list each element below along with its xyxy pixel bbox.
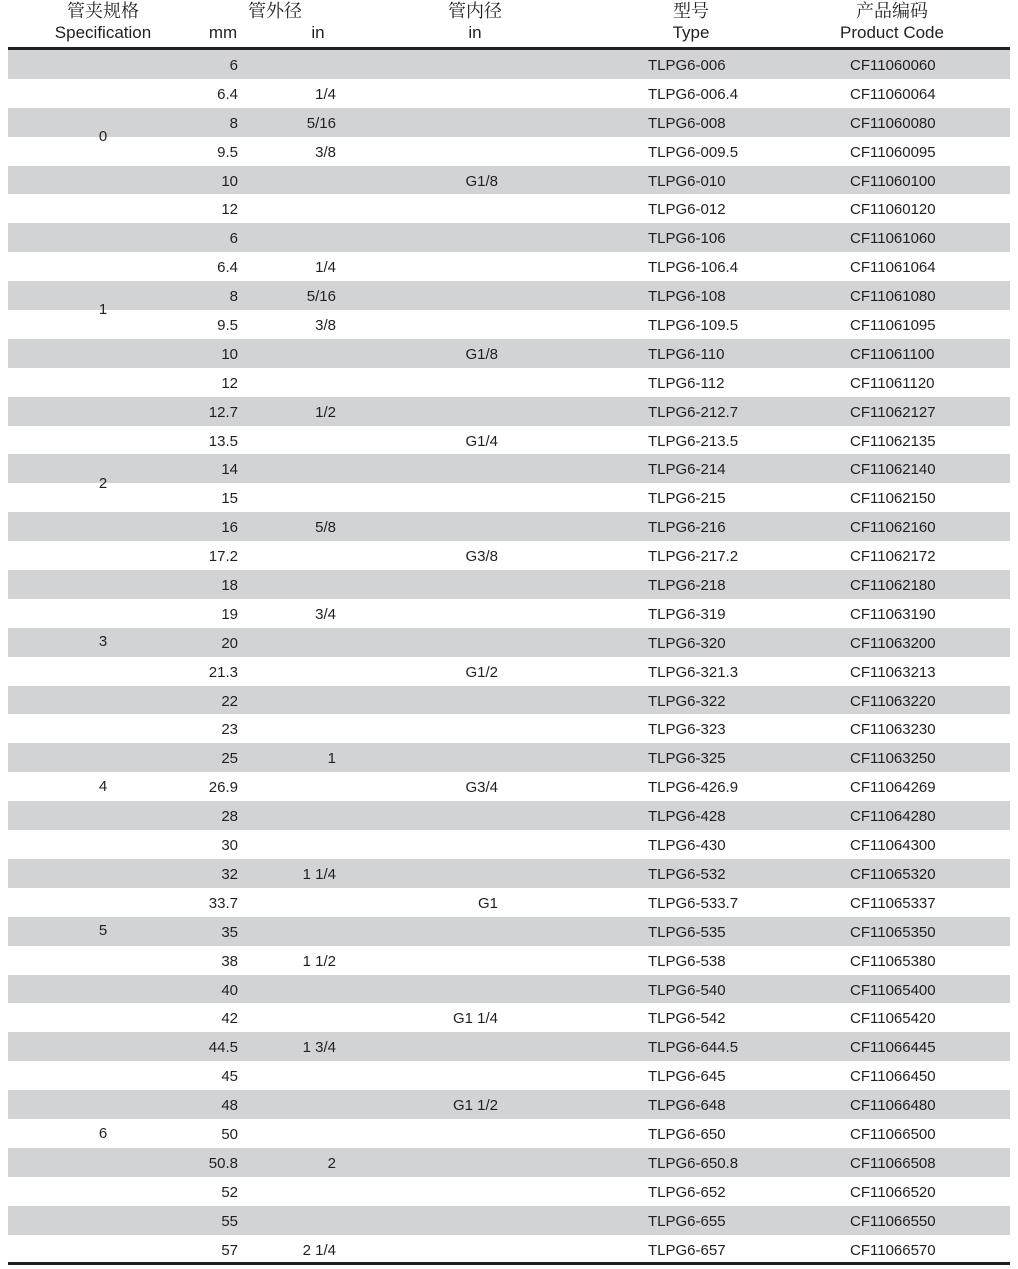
- cell-type: TLPG6-319: [648, 605, 726, 623]
- cell-product-code: CF11060080: [850, 114, 936, 132]
- cell-outer-mm: 40: [221, 981, 238, 999]
- table-row: [8, 599, 1010, 628]
- table-row: [8, 1235, 1010, 1264]
- cell-outer-in: 1/2: [315, 403, 336, 421]
- cell-product-code: CF11060095: [850, 143, 936, 161]
- cell-product-code: CF11065380: [850, 952, 936, 970]
- table-row: [8, 339, 1010, 368]
- cell-inner-in: G1/4: [465, 432, 498, 450]
- cell-outer-mm: 50.8: [208, 1154, 238, 1172]
- cell-product-code: CF11063220: [850, 692, 936, 710]
- cell-product-code: CF11062160: [850, 519, 936, 537]
- table-row: [8, 1090, 1010, 1119]
- cell-outer-mm: 57: [221, 1241, 238, 1259]
- cell-outer-in: 2: [327, 1154, 336, 1172]
- cell-outer-mm: 44.5: [208, 1039, 238, 1057]
- table-row: [8, 657, 1010, 686]
- cell-outer-in: 1 3/4: [302, 1039, 336, 1057]
- cell-product-code: CF11066450: [850, 1068, 936, 1086]
- table-row: [8, 1177, 1010, 1206]
- cell-product-code: CF11061064: [850, 259, 936, 277]
- header-outer-diameter: [230, 0, 320, 22]
- table-row: [8, 1119, 1010, 1148]
- cell-outer-mm: 20: [221, 634, 238, 652]
- cell-outer-mm: 17.2: [208, 548, 238, 566]
- cell-type: TLPG6-218: [648, 577, 726, 595]
- cell-type: TLPG6-322: [648, 692, 726, 710]
- cell-inner-in: G1/2: [465, 663, 498, 681]
- cell-product-code: CF11065350: [850, 923, 936, 941]
- table-row: [8, 714, 1010, 743]
- table-row: [8, 512, 1010, 541]
- cell-inner-in: G1 1/2: [452, 1097, 498, 1115]
- table-row: [8, 975, 1010, 1004]
- cell-product-code: CF11060060: [850, 57, 936, 74]
- table-row: [8, 166, 1010, 195]
- cell-type: TLPG6-108: [648, 288, 726, 306]
- cell-product-code: CF11060064: [850, 85, 936, 103]
- cell-type: TLPG6-006: [648, 57, 726, 74]
- header-product-code: [822, 0, 962, 43]
- cell-inner-in: G3/4: [465, 779, 498, 797]
- table-row: [8, 281, 1010, 310]
- table-row: [8, 628, 1010, 657]
- cell-outer-mm: 12: [221, 374, 238, 392]
- cell-outer-in: 1 1/2: [302, 952, 336, 970]
- table-row: [8, 50, 1010, 79]
- cell-type: TLPG6-652: [648, 1183, 726, 1201]
- header-spec: [40, 0, 166, 43]
- table-row: [8, 946, 1010, 975]
- table-row: [8, 1148, 1010, 1177]
- table-row: [8, 454, 1010, 483]
- spec-group-label: 0: [98, 127, 108, 145]
- table-row: [8, 830, 1010, 859]
- cell-product-code: CF11063213: [850, 663, 936, 681]
- cell-outer-mm: 8: [229, 114, 238, 132]
- cell-outer-mm: 33.7: [208, 894, 238, 912]
- cell-outer-mm: 38: [221, 952, 238, 970]
- cell-outer-mm: 6: [229, 230, 238, 248]
- cell-outer-in: 1: [327, 750, 336, 768]
- cell-outer-mm: 12: [221, 201, 238, 219]
- cell-type: TLPG6-648: [648, 1097, 726, 1115]
- header-spec-en: Specification: [54, 23, 152, 42]
- cell-outer-mm: 13.5: [208, 432, 238, 450]
- cell-type: TLPG6-645: [648, 1068, 726, 1086]
- cell-type: TLPG6-217.2: [648, 548, 739, 566]
- header-od-mm: mm: [208, 23, 238, 42]
- cell-product-code: CF11064300: [850, 837, 936, 855]
- cell-product-code: CF11065400: [850, 981, 936, 999]
- cell-inner-in: G1/8: [465, 345, 498, 363]
- cell-product-code: CF11062180: [850, 577, 936, 595]
- header-spec-zh: 管夹规格: [67, 1, 139, 21]
- cell-outer-mm: 9.5: [217, 317, 238, 335]
- cell-outer-mm: 55: [221, 1212, 238, 1230]
- header-type-en: Type: [672, 23, 710, 42]
- spec-group-label: 4: [98, 777, 108, 795]
- table-row: [8, 223, 1010, 252]
- cell-outer-mm: 19: [221, 605, 238, 623]
- cell-product-code: CF11066500: [850, 1125, 936, 1143]
- cell-type: TLPG6-214: [648, 461, 726, 479]
- cell-inner-in: G1 1/4: [452, 1010, 498, 1028]
- cell-product-code: CF11061120: [850, 374, 935, 392]
- cell-outer-mm: 42: [221, 1010, 238, 1028]
- header-type: [646, 0, 736, 43]
- table-row: [8, 801, 1010, 830]
- cell-product-code: CF11062127: [850, 403, 936, 421]
- header-code-zh: 产品编码: [856, 1, 928, 21]
- cell-outer-mm: 16: [221, 519, 238, 537]
- table-row: [8, 310, 1010, 339]
- cell-outer-in: 5/8: [315, 519, 336, 537]
- cell-type: TLPG6-009.5: [648, 143, 739, 161]
- table-row: [8, 917, 1010, 946]
- cell-product-code: CF11066445: [850, 1039, 936, 1057]
- cell-outer-mm: 35: [221, 923, 238, 941]
- cell-inner-in: G1/8: [465, 172, 498, 190]
- table-header: [0, 0, 1018, 48]
- cell-outer-mm: 30: [221, 837, 238, 855]
- cell-product-code: CF11063230: [850, 721, 936, 739]
- cell-outer-mm: 25: [221, 750, 238, 768]
- cell-type: TLPG6-320: [648, 634, 726, 652]
- table-row: [8, 772, 1010, 801]
- table-row: [8, 108, 1010, 137]
- cell-outer-in: 5/16: [306, 288, 336, 306]
- cell-type: TLPG6-006.4: [648, 85, 739, 103]
- cell-outer-mm: 50: [221, 1125, 238, 1143]
- cell-product-code: CF11062140: [850, 461, 936, 479]
- cell-product-code: CF11066570: [850, 1241, 936, 1259]
- cell-type: TLPG6-321.3: [648, 663, 739, 681]
- cell-product-code: CF11066480: [850, 1097, 936, 1115]
- cell-type: TLPG6-008: [648, 114, 726, 132]
- table-row: [8, 686, 1010, 715]
- cell-product-code: CF11061060: [850, 230, 936, 248]
- cell-outer-in: 5/16: [306, 114, 336, 132]
- table-row: [8, 1061, 1010, 1090]
- cell-product-code: CF11061095: [850, 317, 936, 335]
- cell-type: TLPG6-216: [648, 519, 726, 537]
- cell-outer-mm: 15: [221, 490, 238, 508]
- cell-outer-in: 1/4: [315, 259, 336, 277]
- cell-outer-mm: 45: [221, 1068, 238, 1086]
- cell-type: TLPG6-213.5: [648, 432, 739, 450]
- table-row: [8, 137, 1010, 166]
- cell-outer-mm: 10: [221, 345, 238, 363]
- cell-outer-mm: 6.4: [217, 259, 238, 277]
- table-row: [8, 252, 1010, 281]
- cell-type: TLPG6-657: [648, 1241, 726, 1259]
- cell-type: TLPG6-430: [648, 837, 726, 855]
- cell-type: TLPG6-542: [648, 1010, 726, 1028]
- cell-product-code: CF11062172: [850, 548, 936, 566]
- cell-outer-mm: 23: [221, 721, 238, 739]
- cell-outer-in: 1/4: [315, 85, 336, 103]
- cell-type: TLPG6-106: [648, 230, 726, 248]
- cell-outer-mm: 28: [221, 808, 238, 826]
- cell-outer-mm: 48: [221, 1097, 238, 1115]
- cell-product-code: CF11064280: [850, 808, 936, 826]
- cell-outer-mm: 8: [229, 288, 238, 306]
- cell-outer-mm: 6: [229, 57, 238, 74]
- header-id-in: in: [468, 23, 482, 42]
- table-row: [8, 397, 1010, 426]
- table-row: [8, 1206, 1010, 1235]
- cell-type: TLPG6-323: [648, 721, 726, 739]
- cell-product-code: CF11062135: [850, 432, 936, 450]
- table-bottom-rule: [8, 1262, 1010, 1265]
- cell-outer-in: 2 1/4: [302, 1241, 336, 1259]
- table-row: [8, 859, 1010, 888]
- spec-group-label: 3: [98, 633, 108, 651]
- cell-product-code: CF11066520: [850, 1183, 936, 1201]
- cell-type: TLPG6-644.5: [648, 1039, 739, 1057]
- cell-outer-mm: 6.4: [217, 85, 238, 103]
- cell-type: TLPG6-112: [648, 374, 725, 392]
- cell-type: TLPG6-106.4: [648, 259, 739, 277]
- cell-outer-in: 3/8: [315, 317, 336, 335]
- cell-type: TLPG6-655: [648, 1212, 726, 1230]
- cell-product-code: CF11061100: [850, 345, 935, 363]
- cell-outer-in: 1 1/4: [302, 865, 336, 883]
- cell-outer-mm: 21.3: [208, 663, 238, 681]
- table-row: [8, 570, 1010, 599]
- cell-type: TLPG6-426.9: [648, 779, 739, 797]
- cell-type: TLPG6-540: [648, 981, 726, 999]
- cell-type: TLPG6-010: [648, 172, 726, 190]
- cell-product-code: CF11063250: [850, 750, 936, 768]
- cell-outer-mm: 26.9: [208, 779, 238, 797]
- spec-group-label: 1: [98, 301, 108, 319]
- cell-outer-in: 3/4: [315, 605, 336, 623]
- spec-group-label: 5: [98, 922, 108, 940]
- cell-product-code: CF11062150: [850, 490, 936, 508]
- table-row: [8, 426, 1010, 455]
- table-row: [8, 541, 1010, 570]
- cell-outer-mm: 18: [221, 577, 238, 595]
- cell-type: TLPG6-532: [648, 865, 726, 883]
- cell-type: TLPG6-012: [648, 201, 726, 219]
- cell-type: TLPG6-110: [648, 345, 725, 363]
- cell-outer-mm: 52: [221, 1183, 238, 1201]
- table-row: [8, 743, 1010, 772]
- cell-product-code: CF11064269: [850, 779, 936, 797]
- cell-outer-mm: 12.7: [208, 403, 238, 421]
- cell-product-code: CF11066550: [850, 1212, 936, 1230]
- header-type-zh: 型号: [673, 1, 709, 21]
- header-od-in: in: [311, 23, 325, 42]
- cell-inner-in: G1: [477, 894, 498, 912]
- header-id-zh: 管内径: [448, 1, 502, 21]
- cell-product-code: CF11063200: [850, 634, 936, 652]
- table-row: [8, 1003, 1010, 1032]
- table-row: [8, 888, 1010, 917]
- cell-type: TLPG6-535: [648, 923, 726, 941]
- cell-type: TLPG6-325: [648, 750, 726, 768]
- cell-product-code: CF11065420: [850, 1010, 936, 1028]
- cell-product-code: CF11061080: [850, 288, 936, 306]
- cell-outer-mm: 22: [221, 692, 238, 710]
- cell-type: TLPG6-428: [648, 808, 726, 826]
- table-row: [8, 1032, 1010, 1061]
- header-inner-diameter: [430, 0, 520, 43]
- cell-product-code: CF11060120: [850, 201, 936, 219]
- cell-outer-in: 3/8: [315, 143, 336, 161]
- cell-type: TLPG6-538: [648, 952, 726, 970]
- cell-outer-mm: 10: [221, 172, 238, 190]
- table-row: [8, 79, 1010, 108]
- table-row: [8, 194, 1010, 223]
- cell-type: TLPG6-215: [648, 490, 726, 508]
- header-od-zh: 管外径: [248, 1, 302, 21]
- cell-product-code: CF11065320: [850, 865, 936, 883]
- cell-type: TLPG6-212.7: [648, 403, 739, 421]
- spec-group-label: 6: [98, 1124, 108, 1142]
- cell-type: TLPG6-650: [648, 1125, 726, 1143]
- cell-product-code: CF11066508: [850, 1154, 936, 1172]
- product-table-body: [8, 50, 1010, 1263]
- table-row: [8, 483, 1010, 512]
- cell-type: TLPG6-109.5: [648, 317, 739, 335]
- cell-outer-mm: 14: [221, 461, 238, 479]
- cell-outer-mm: 32: [221, 865, 238, 883]
- cell-product-code: CF11063190: [850, 605, 936, 623]
- cell-product-code: CF11060100: [850, 172, 936, 190]
- table-row: [8, 368, 1010, 397]
- cell-type: TLPG6-533.7: [648, 894, 739, 912]
- cell-inner-in: G3/8: [465, 548, 498, 566]
- cell-outer-mm: 9.5: [217, 143, 238, 161]
- cell-product-code: CF11065337: [850, 894, 936, 912]
- header-code-en: Product Code: [840, 23, 944, 42]
- spec-group-label: 2: [98, 474, 108, 492]
- cell-type: TLPG6-650.8: [648, 1154, 739, 1172]
